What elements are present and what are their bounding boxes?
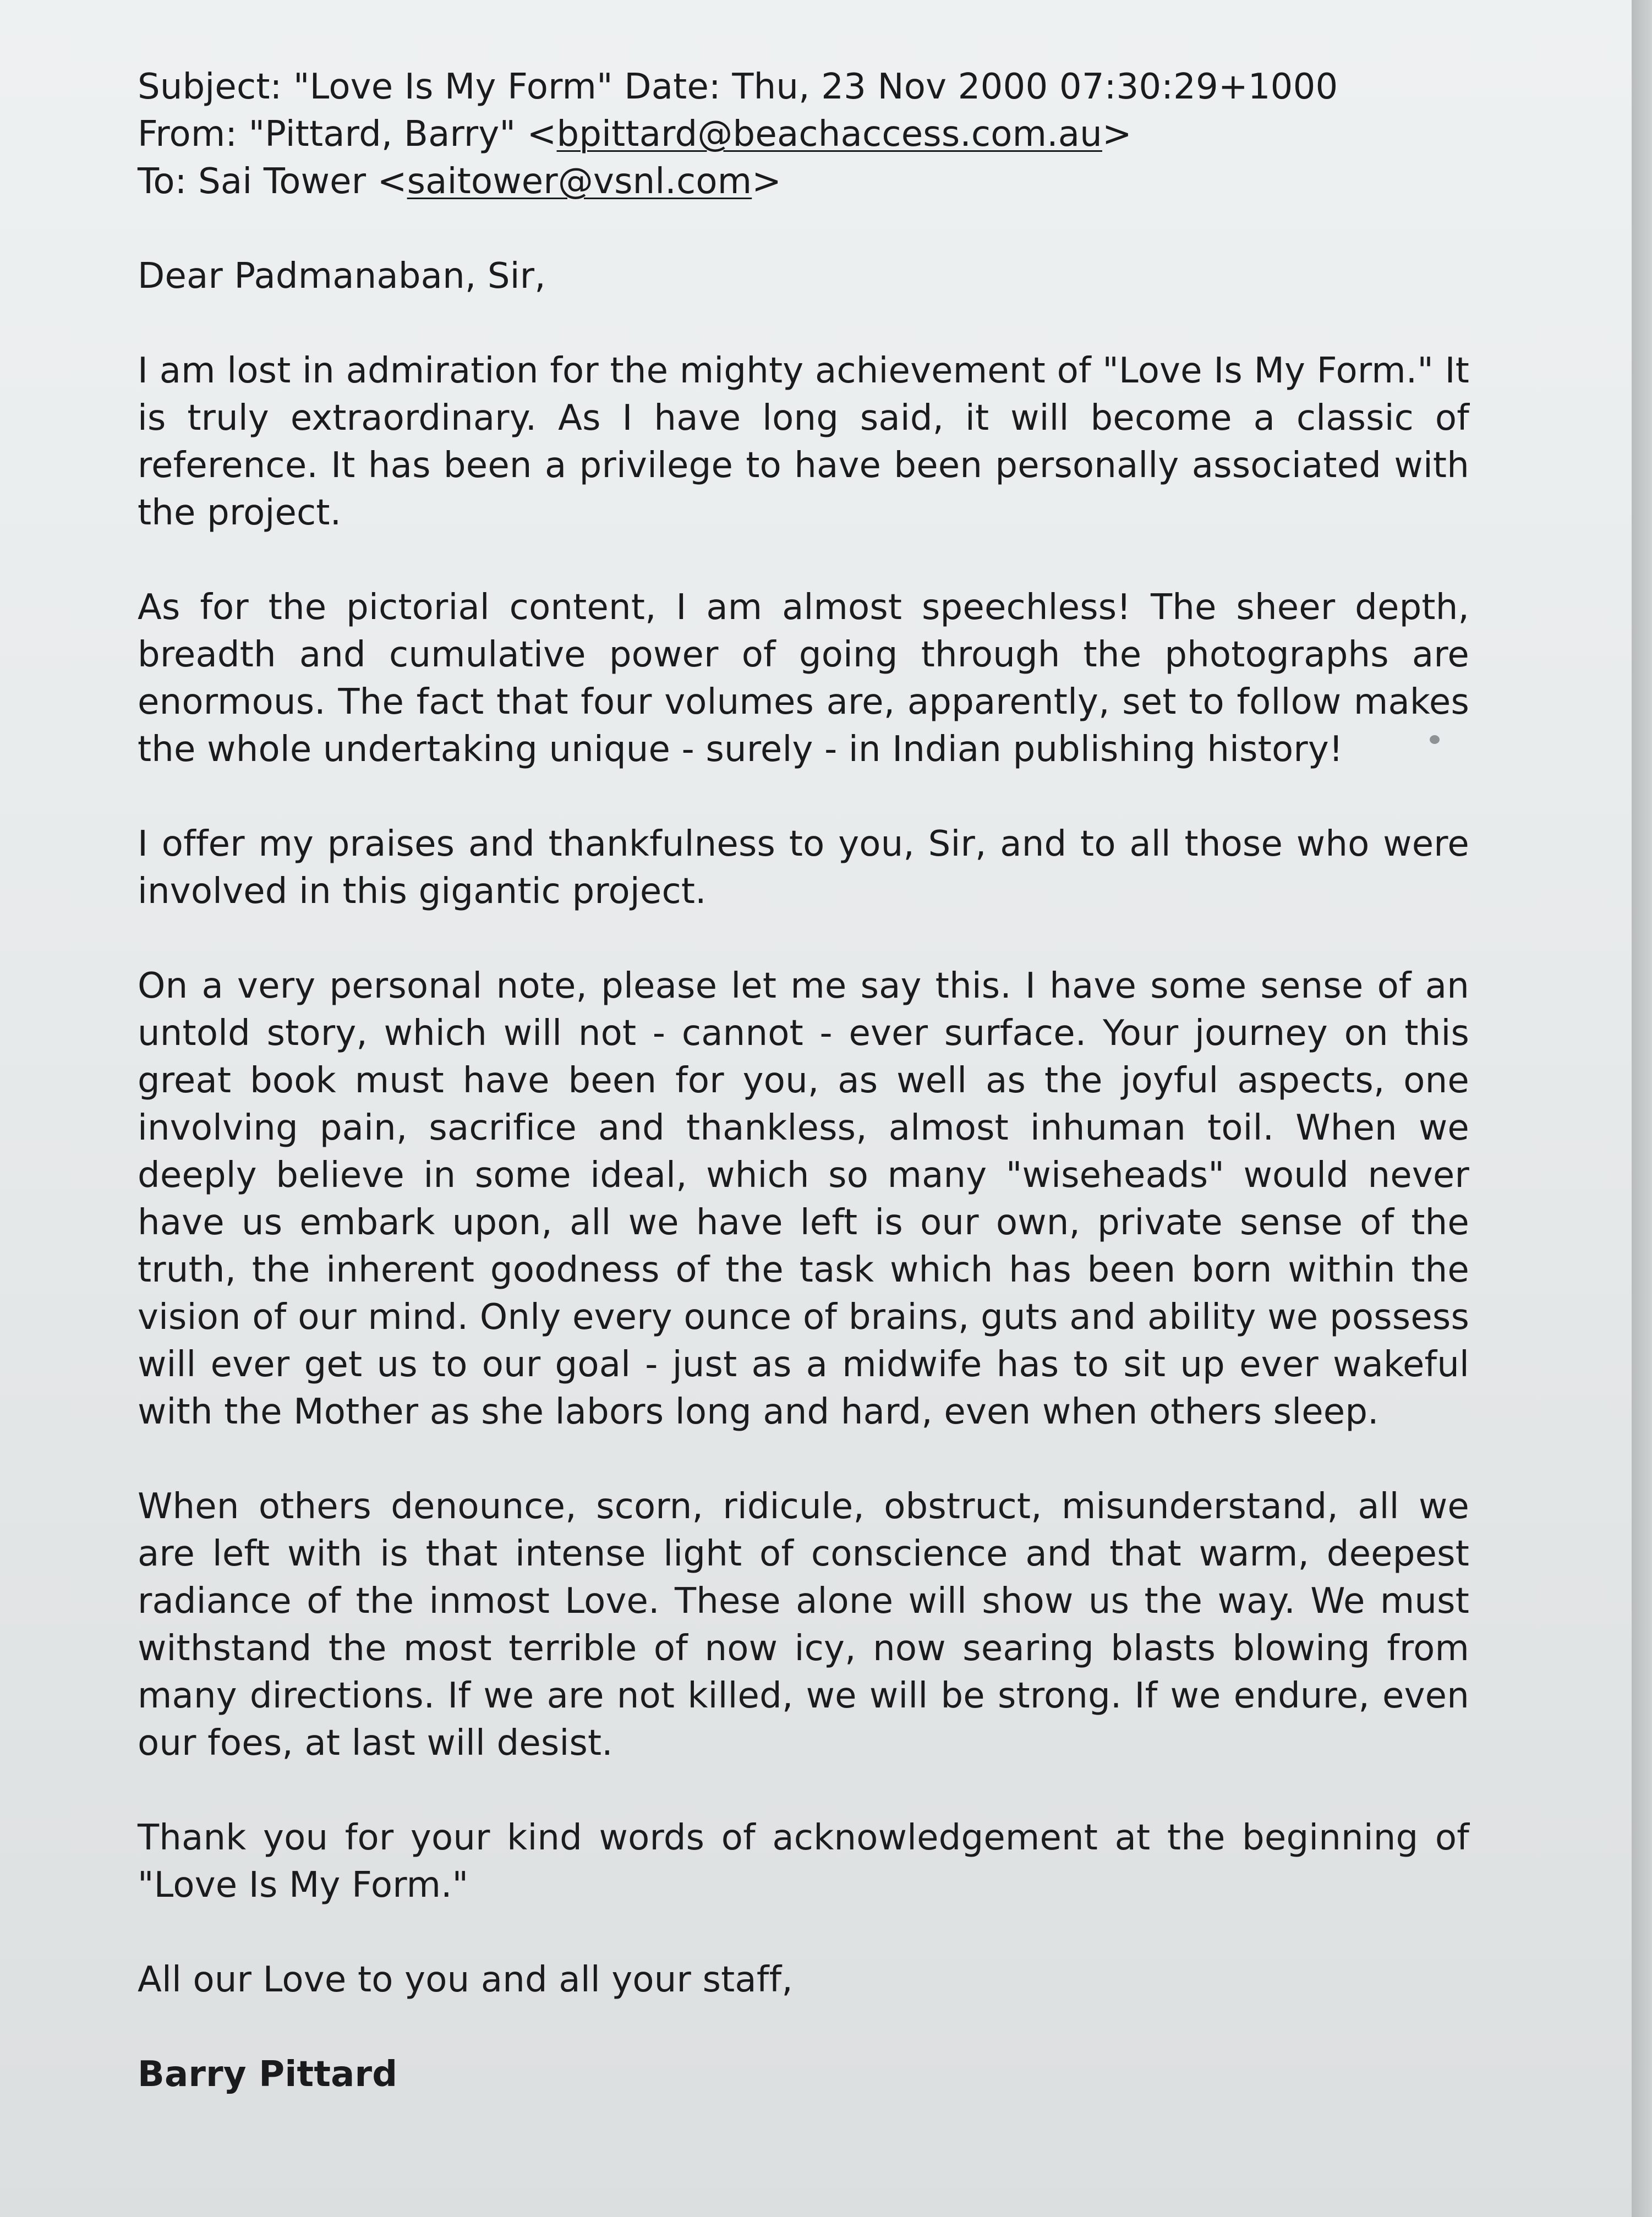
page-edge — [1632, 0, 1652, 2217]
paragraph-conscience: When others denounce, scorn, ridicule, obstruct, misunderstand, all we are left with is that intense light of conscience and that warm, deepest radiance of the inmost Love. These alone will show us the way. We must withstand the most terrible of now icy, now searing blasts blowing from many directions. If we are not killed, we will be strong. If we endure, even our foes, at last will desist. — [138, 1486, 1469, 1764]
closing-line: All our Love to you and all your staff, — [138, 1959, 793, 2000]
from-prefix: From: "Pittard, Barry" < — [138, 114, 557, 155]
paragraph-praises: I offer my praises and thankfulness to you, Sir, and to all those who were involved in this gigantic project. — [138, 824, 1469, 912]
subject-line: Subject: "Love Is My Form" Date: Thu, 23 Nov 2000 07:30:29+1000 — [138, 67, 1338, 107]
to-email-link[interactable]: saitower@vsnl.com — [407, 161, 752, 202]
to-suffix: > — [752, 161, 782, 202]
paragraph-thanks: Thank you for your kind words of acknowledgement at the beginning of "Love Is My Form." — [138, 1818, 1469, 1906]
to-line — [138, 158, 1469, 205]
paragraph-pictorial-content: As for the pictorial content, I am almost speechless! The sheer depth, breadth and cumulative power of going through the photographs are enormous. The fact that four volumes are, apparently, set to follow makes the whole undertaking unique - surely - in Indian publishing history! — [138, 587, 1469, 770]
from-line — [138, 111, 1469, 158]
from-email-link[interactable]: bpittard@beachaccess.com.au — [556, 114, 1102, 155]
signature: Barry Pittard — [138, 2054, 398, 2095]
salutation: Dear Padmanaban, Sir, — [138, 256, 546, 297]
from-suffix: > — [1102, 114, 1132, 155]
letter-body — [138, 63, 1469, 2098]
paragraph-admiration: I am lost in admiration for the mighty achievement of "Love Is My Form." It is truly extraordinary. As I have long said, it will become a classic of reference. It has been a privilege to have been personally associated with the project. — [138, 351, 1469, 533]
paragraph-personal-note: On a very personal note, please let me say this. I have some sense of an untold story, which will not - cannot - ever surface. Your journey on this great book must have been for you, as well as the joyful aspects, one involving pain, sacrifice and thankless, almost inhuman toil. When we deeply believe in some ideal, which so many "wiseheads" would never have us embark upon, all we have left is our own, private sense of the truth, the inherent goodness of the task which has been born within the vision of our mind. Only every ounce of brains, guts and ability we possess will ever get us to our goal - just as a midwife has to sit up ever wakeful with the Mother as she labors long and hard, even when others sleep. — [138, 966, 1469, 1432]
to-prefix: To: Sai Tower < — [138, 161, 407, 202]
